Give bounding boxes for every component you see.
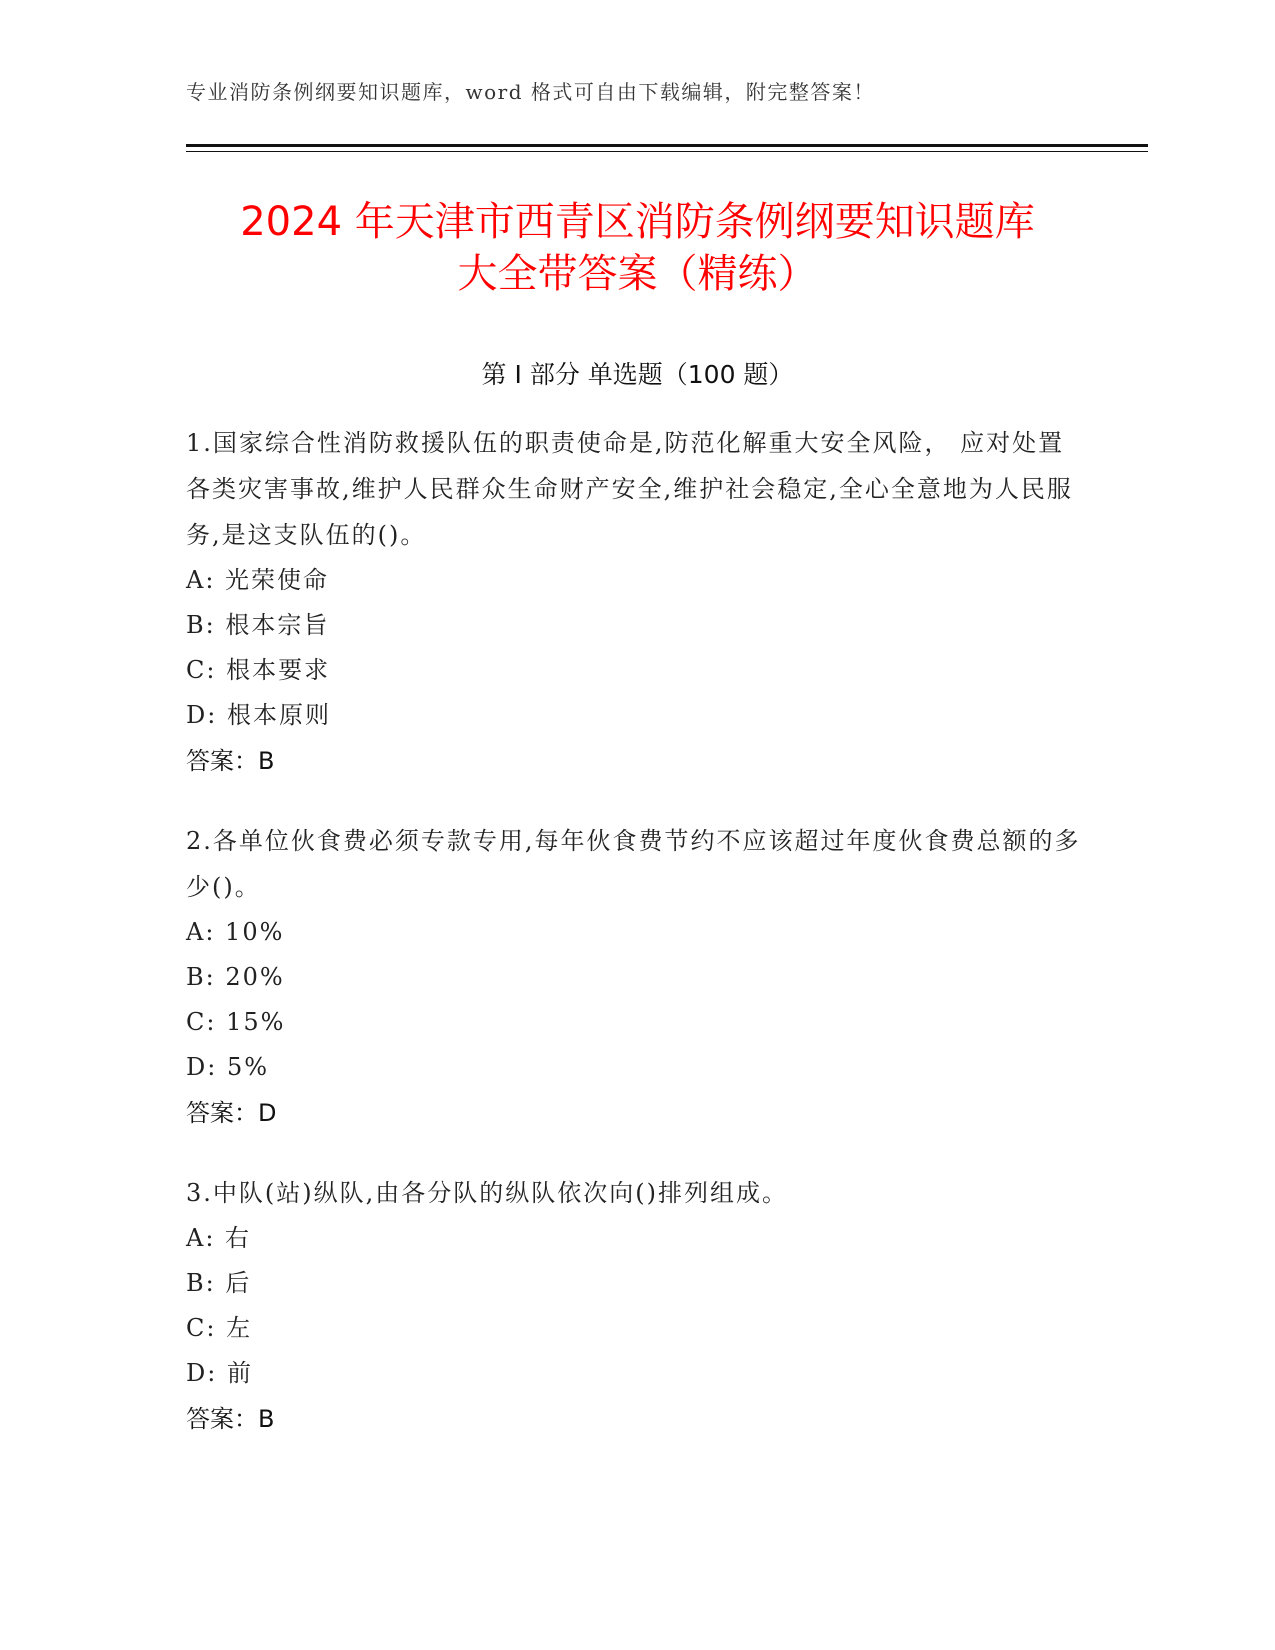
question-1 bbox=[186, 420, 1086, 784]
answer: 答案：B bbox=[186, 747, 275, 775]
answer: 答案：D bbox=[186, 1099, 277, 1127]
section-title: 第 I 部分 单选题（100 题） bbox=[481, 360, 794, 389]
option-d: D: 根本原则 bbox=[186, 701, 331, 729]
question-stem: 2.各单位伙食费必须专款专用,每年伙食费节约不应该超过年度伙食费总额的多少()。 bbox=[186, 827, 1081, 901]
option-b: B: 根本宗旨 bbox=[186, 611, 330, 639]
option-c: C: 根本要求 bbox=[186, 656, 331, 684]
question-2 bbox=[186, 818, 1086, 1136]
option-a: A: 光荣使命 bbox=[186, 566, 330, 594]
question-3 bbox=[186, 1170, 1086, 1442]
header-rule-thin bbox=[186, 151, 1148, 152]
option-a: A: 10% bbox=[186, 918, 285, 946]
header-rule-thick bbox=[186, 144, 1148, 147]
header-note: 专业消防条例纲要知识题库，word 格式可自由下载编辑，附完整答案！ bbox=[186, 80, 875, 104]
option-b: B: 20% bbox=[186, 963, 285, 991]
option-a: A: 右 bbox=[186, 1224, 252, 1252]
document-title-line1: 2024 年天津市西青区消防条例纲要知识题库 bbox=[240, 199, 1035, 245]
document-title bbox=[130, 196, 1145, 300]
option-d: D: 5% bbox=[186, 1053, 270, 1081]
option-d: D: 前 bbox=[186, 1359, 253, 1387]
option-c: C: 15% bbox=[186, 1008, 286, 1036]
question-stem: 3.中队(站)纵队,由各分队的纵队依次向()排列组成。 bbox=[186, 1179, 788, 1207]
option-c: C: 左 bbox=[186, 1314, 253, 1342]
question-stem: 1.国家综合性消防救援队伍的职责使命是,防范化解重大安全风险， 应对处置各类灾害事故,维护人民群众生命财产安全,维护社会稳定,全心全意地为人民服务,是这支队伍的()。 bbox=[186, 429, 1073, 549]
answer: 答案：B bbox=[186, 1405, 275, 1433]
document-title-line2: 大全带答案（精练） bbox=[457, 251, 818, 297]
option-b: B: 后 bbox=[186, 1269, 252, 1297]
